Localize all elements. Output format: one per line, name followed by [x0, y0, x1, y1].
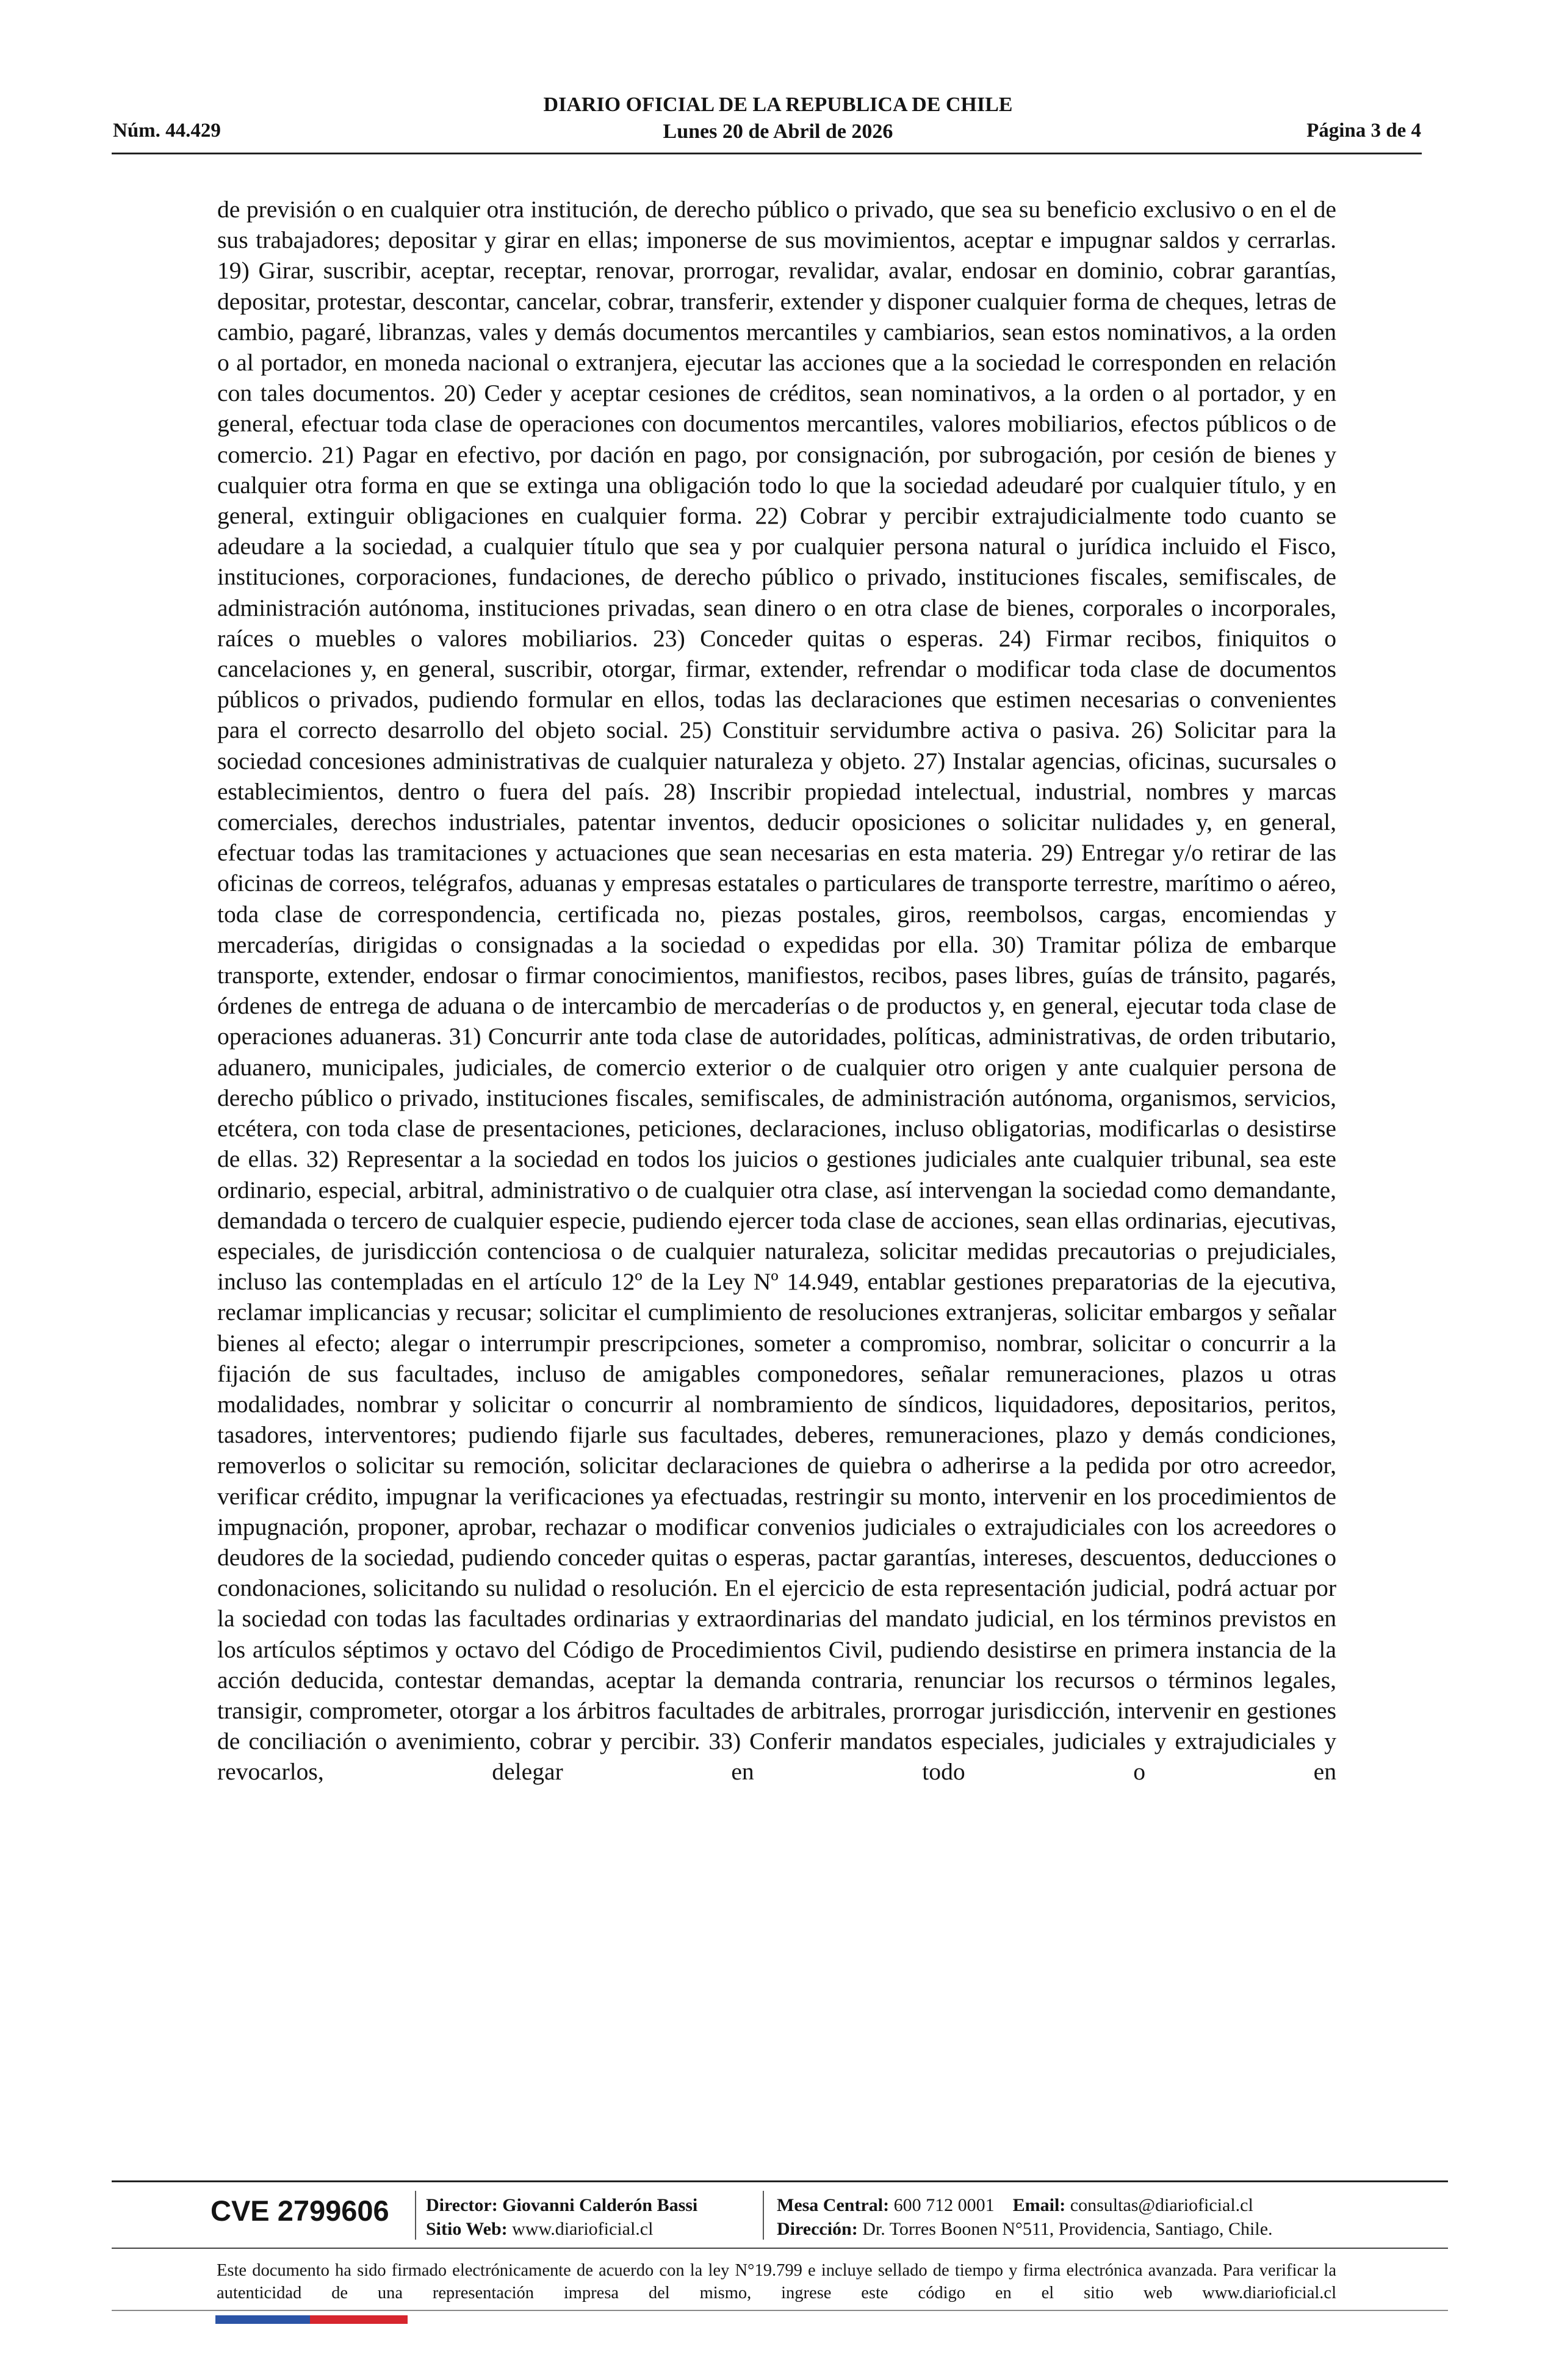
header-divider: [112, 153, 1422, 154]
address-label: Dirección:: [777, 2219, 858, 2239]
cve-code: CVE 2799606: [211, 2194, 389, 2227]
issue-number: Núm. 44.429: [113, 120, 221, 142]
signature-disclaimer: Este documento ha sido firmado electrónicamente de acuerdo con la ley N°19.799 e incluye sellado de tiempo y firma electrónica avanzada. Para verificar la autenticidad de una representación impresa del mismo, ingrese este código en el sitio web www.diarioficial.cl: [217, 2261, 1336, 2302]
mesa-central-phone: 600 712 0001: [893, 2195, 995, 2215]
gazette-title: DIARIO OFICIAL DE LA REPUBLICA DE CHILE: [543, 93, 1013, 116]
page-header: [427, 92, 1129, 145]
director-label: Director:: [426, 2195, 498, 2215]
issue-date: Lunes 20 de Abril de 2026: [663, 120, 893, 143]
footer-divider-mid: [112, 2248, 1448, 2249]
mesa-central-label: Mesa Central:: [777, 2195, 890, 2215]
director-name: Giovanni Calderón Bassi: [502, 2195, 698, 2215]
footer-divider-bottom: [112, 2310, 1448, 2311]
email-label: Email:: [1012, 2195, 1066, 2215]
footer-separator: [763, 2191, 764, 2240]
page-number: Página 3 de 4: [1306, 120, 1421, 142]
chile-flag-bar: [215, 2315, 408, 2324]
address-value: Dr. Torres Boonen N°511, Providencia, Santiago, Chile.: [862, 2219, 1273, 2239]
website-link[interactable]: www.diarioficial.cl: [512, 2219, 654, 2239]
flag-red-stripe: [310, 2315, 408, 2324]
email-link[interactable]: consultas@diarioficial.cl: [1070, 2195, 1253, 2215]
flag-blue-stripe: [215, 2315, 310, 2324]
body-paragraph: de previsión o en cualquier otra institución, de derecho público o privado, que sea su beneficio exclusivo o en el de sus trabajadores; depositar y girar en ellas; imponerse de sus movimientos, aceptar e impugnar saldos y cerrarlas. 19) Girar, suscribir, aceptar, receptar, renovar, prorrogar, revalidar, avalar, endosar en dominio, cobrar garantías, depositar, protestar, descontar, cancelar, cobrar, transferir, extender y disponer cualquier forma de cheques, letras de cambio, pagaré, libranzas, vales y demás documentos mercantiles y cambiarios, sean estos nominativos, a la orden o al portador, en moneda nacional o extranjera, ejecutar las acciones que a la sociedad le corresponden en relación con tales documentos. 20) Ceder y aceptar cesiones de créditos, sean nominativos, a la orden o al portador, y en general, efectuar toda clase de operaciones con documentos mercantiles, valores mobiliarios, efectos públicos o de comercio. 21) Pagar en efectivo, por dación en pago, por consignación, por subrogación, por cesión de bienes y cualquier otra forma en que se extinga una obligación todo lo que la sociedad adeudaré por cualquier título, y en general, extinguir obligaciones en cualquier forma. 22) Cobrar y percibir extrajudicialmente todo cuanto se adeudare a la sociedad, a cualquier título que sea y por cualquier persona natural o jurídica incluido el Fisco, instituciones, corporaciones, fundaciones, de derecho público o privado, instituciones fiscales, semifiscales, de administración autónoma, instituciones privadas, sean dinero o en otra clase de bienes, corporales o incorporales, raíces o muebles o valores mobiliarios. 23) Conceder quitas o esperas. 24) Firmar recibos, finiquitos o cancelaciones y, en general, suscribir, otorgar, firmar, extender, refrendar o modificar toda clase de documentos públicos o privados, pudiendo formular en ellos, todas las declaraciones que estimen necesarias o convenientes para el correcto desarrollo del objeto social. 25) Constituir servidumbre activa o pasiva. 26) Solicitar para la sociedad concesiones administrativas de cualquier naturaleza y objeto. 27) Instalar agencias, oficinas, sucursales o establecimientos, dentro o fuera del país. 28) Inscribir propiedad intelectual, industrial, nombres y marcas comerciales, derechos industriales, patentar inventos, deducir oposiciones o solicitar nulidades y, en general, efectuar todas las tramitaciones y actuaciones que sean necesarias en esta materia. 29) Entregar y/o retirar de las oficinas de correos, telégrafos, aduanas y empresas estatales o particulares de transporte terrestre, marítimo o aéreo, toda clase de correspondencia, certificada no, piezas postales, giros, reembolsos, cargas, encomiendas y mercaderías, dirigidas o consignadas a la sociedad o expedidas por ella. 30) Tramitar póliza de embarque transporte, extender, endosar o firmar conocimientos, manifiestos, recibos, pases libres, guías de tránsito, pagarés, órdenes de entrega de aduana o de intercambio de mercaderías o de productos y, en general, ejecutar toda clase de operaciones aduaneras. 31) Concurrir ante toda clase de autoridades, políticas, administrativas, de orden tributario, aduanero, municipales, judiciales, de comercio exterior o de cualquier otro origen y ante cualquier persona de derecho público o privado, instituciones fiscales, semifiscales, de administración autónoma, organismos, servicios, etcétera, con toda clase de presentaciones, peticiones, declaraciones, incluso obligatorias, modificarlas o desistirse de ellas. 32) Representar a la sociedad en todos los juicios o gestiones judiciales ante cualquier tribunal, sea este ordinario, especial, arbitral, administrativo o de cualquier otra clase, así intervengan la sociedad como demandante, demandada o tercero de cualquier especie, pudiendo ejercer toda clase de acciones, sean ellas ordinarias, ejecutivas, especiales, de jurisdicción contenciosa o de cualquier naturaleza, solicitar medidas precautorias o prejudiciales, incluso las contempladas en el artículo 12º de la Ley Nº 14.949, entablar gestiones preparatorias de la ejecutiva, reclamar implicancias y recusar; solicitar el cumplimiento de resoluciones extranjeras, solicitar embargos y señalar bienes al efecto; alegar o interrumpir prescripciones, someter a compromiso, nombrar, solicitar o concurrir a la fijación de sus facultades, incluso de amigables componedores, señalar remuneraciones, plazos u otras modalidades, nombrar y solicitar o concurrir al nombramiento de síndicos, liquidadores, depositarios, peritos, tasadores, interventores; pudiendo fijarle sus facultades, deberes, remuneraciones, plazo y demás condiciones, removerlos o solicitar su remoción, solicitar declaraciones de quiebra o adherirse a la pedida por otro acreedor, verificar crédito, impugnar la verificaciones ya efectuadas, restringir su monto, intervenir en los procedimientos de impugnación, proponer, aprobar, rechazar o modificar convenios judiciales o extrajudiciales con los acreedores o deudores de la sociedad, pudiendo conceder quitas o esperas, pactar garantías, intereses, descuentos, deducciones o condonaciones, solicitando su nulidad o resolución. En el ejercicio de esta representación judicial, podrá actuar por la sociedad con todas las facultades ordinarias y extraordinarias del mandato judicial, en los términos previstos en los artículos séptimos y octavo del Código de Procedimientos Civil, pudiendo desistirse en primera instancia de la acción deducida, contestar demandas, aceptar la demanda contraria, renunciar los recursos o términos legales, transigir, comprometer, otorgar a los árbitros facultades de arbitrales, prorrogar jurisdicción, intervenir en gestiones de conciliación o avenimiento, cobrar y percibir. 33) Conferir mandatos especiales, judiciales y extrajudiciales y revocarlos, delegar en todo o en: [217, 196, 1336, 1786]
footer-separator: [415, 2191, 416, 2240]
footer-divider-top: [112, 2180, 1448, 2182]
footer-director-block: [426, 2193, 697, 2241]
footer-contact-block: [777, 2193, 1273, 2241]
website-label: Sitio Web:: [426, 2219, 508, 2239]
